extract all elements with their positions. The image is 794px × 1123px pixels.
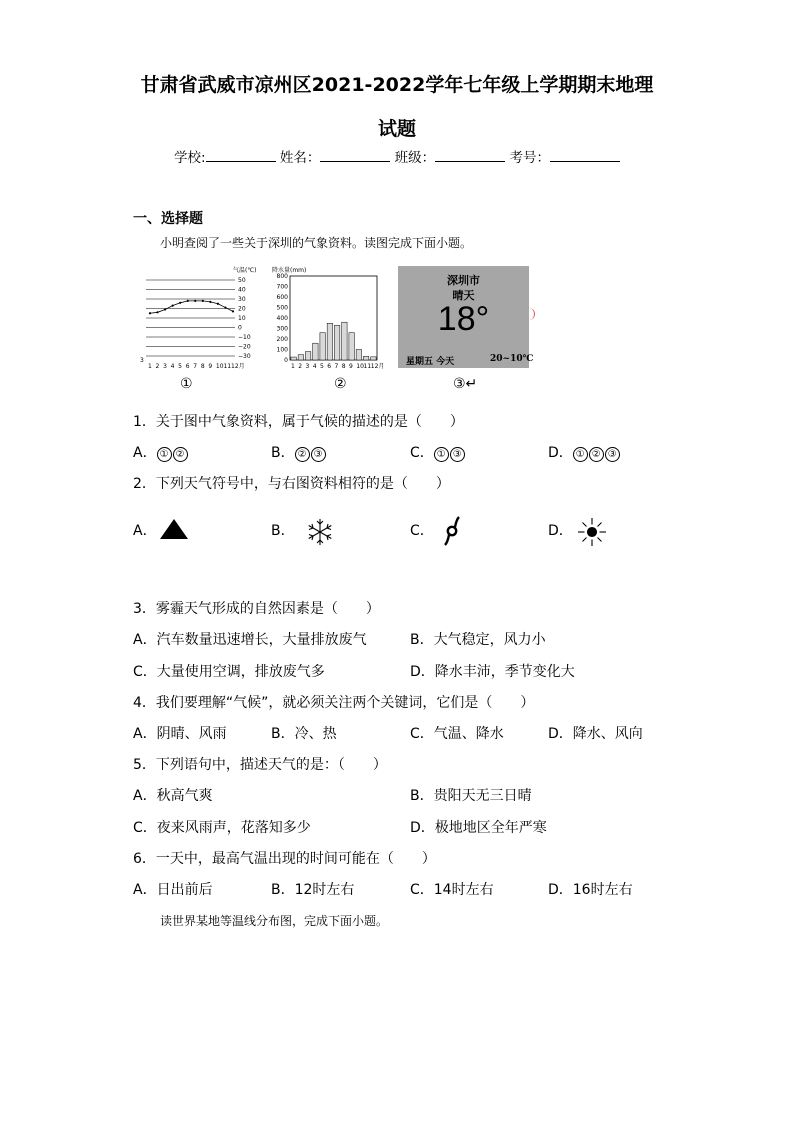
weather-condition: 晴天 (452, 289, 475, 302)
q4-option-b[interactable]: B．冷、热 (271, 726, 337, 742)
precip-y-tick: 700 (276, 283, 288, 291)
precip-bar (305, 352, 310, 360)
precip-bar (291, 357, 296, 360)
precip-y-tick: 600 (276, 294, 288, 301)
sun-icon (576, 516, 608, 548)
page-title-line2: 试题 (377, 118, 416, 140)
precip-y-tick: 400 (276, 315, 288, 322)
precip-x-tick: 1 (291, 363, 295, 370)
student-info-line (0, 146, 794, 166)
triangle-icon (159, 518, 189, 540)
precip-y-tick: 500 (276, 304, 288, 312)
temp-x-tick: 8 (200, 363, 205, 370)
q1-option-c[interactable]: C． ① ③ (410, 442, 466, 462)
school-blank[interactable] (206, 149, 276, 162)
q5-option-b[interactable]: B．贵阳天无三日晴 (410, 788, 532, 804)
temp-axis-title: 气温(℃) (233, 267, 257, 274)
temp-y-tick: −20 (238, 343, 251, 351)
name-blank[interactable] (320, 149, 390, 162)
q2-option-a[interactable]: A． (133, 523, 157, 539)
temp-x-tick: 7 (193, 363, 198, 370)
temp-point (187, 300, 189, 302)
q1-option-d[interactable]: D． ① ② ③ (548, 442, 621, 462)
temp-point (217, 303, 219, 305)
question-4-stem: 4．我们要理解“气候”，就必须关注两个关键词，它们是（ ） (133, 695, 535, 711)
precip-bar (327, 323, 332, 360)
temp-y-tick: −10 (238, 334, 251, 341)
precip-bar (342, 322, 347, 360)
q3-option-d[interactable]: D．降水丰沛，季节变化大 (410, 664, 575, 680)
temp-point (194, 300, 196, 302)
q1-option-b[interactable]: B． ② ③ (271, 442, 327, 462)
precip-bar (356, 350, 361, 361)
q6-option-d[interactable]: D．16时左右 (548, 882, 633, 898)
temp-x-tick: 12月 (231, 363, 245, 370)
section-heading: 一、选择题 (133, 211, 203, 227)
q2-option-c[interactable]: C． (410, 523, 434, 539)
temp-point (149, 312, 151, 314)
figure3-label: ③↵ (453, 376, 478, 392)
q4-option-c[interactable]: C．气温、降水 (410, 726, 504, 742)
precip-bar (349, 333, 354, 360)
precip-x-tick: 4 (312, 363, 317, 370)
class-blank[interactable] (435, 149, 505, 162)
temp-y-tick: 20 (238, 305, 246, 313)
temp-y-tick: 0 (238, 324, 242, 332)
temp-x-tick: 4 (170, 363, 175, 370)
temp-x-tick: 6 (185, 363, 190, 370)
intro-text: 小明查阅了一些关于深圳的气象资料。读图完成下面小题。 (160, 236, 473, 250)
temp-y-tick: 30 (238, 296, 246, 303)
q6-option-b[interactable]: B．12时左右 (271, 882, 355, 898)
q5-option-d[interactable]: D．极地地区全年严寒 (410, 820, 547, 836)
id-label: 考号： (509, 150, 550, 166)
precip-x-tick: 10 (356, 363, 364, 370)
q1-option-a[interactable]: A． ① ② (133, 442, 189, 462)
temp-x-tick: 10 (215, 363, 224, 370)
temp-y-tick: 40 (238, 286, 246, 294)
q3-option-b[interactable]: B．大气稳定，风力小 (410, 632, 546, 648)
temp-point (232, 310, 234, 312)
precip-x-tick: 8 (341, 363, 346, 370)
q3-option-a[interactable]: A．汽车数量迅速增长，大量排放废气 (133, 632, 367, 648)
question-6-stem: 6．一天中，最高气温出现的时间可能在（ ） (133, 851, 436, 867)
weather-city: 深圳市 (447, 274, 480, 287)
precip-bar (363, 356, 368, 360)
temp-left-mark: 3 (140, 357, 144, 364)
temp-y-tick: −30 (238, 353, 251, 360)
temp-point (172, 305, 174, 307)
temp-x-tick: 5 (178, 363, 183, 370)
temp-x-tick: 3 (163, 363, 167, 370)
precip-x-tick: 2 (298, 363, 303, 370)
temp-x-tick: 9 (208, 363, 213, 370)
temp-series-line (150, 301, 233, 313)
precip-bar (371, 357, 376, 360)
temp-x-tick: 11 (223, 363, 232, 370)
temp-x-tick: 1 (148, 363, 152, 370)
precip-bar (298, 355, 303, 360)
name-label: 姓名： (279, 150, 321, 166)
precip-x-tick: 7 (334, 363, 339, 370)
snowflake-icon (305, 517, 335, 547)
q6-option-c[interactable]: C．14时左右 (410, 882, 494, 898)
q5-option-c[interactable]: C．夜来风雨声，花落知多少 (133, 820, 311, 836)
q6-option-a[interactable]: A．日出前后 (133, 882, 213, 898)
question-5-stem: 5．下列语句中，描述天气的是：（ ） (133, 757, 387, 773)
edge-mark (529, 308, 535, 320)
precip-x-tick: 11 (363, 363, 372, 370)
precip-x-tick: 12月 (370, 363, 385, 370)
precip-bar (320, 333, 325, 360)
temp-point (164, 308, 166, 310)
temp-x-tick: 2 (155, 363, 160, 370)
q5-option-a[interactable]: A．秋高气爽 (133, 788, 213, 804)
precip-x-tick: 5 (320, 363, 324, 370)
precip-y-tick: 300 (276, 325, 288, 333)
precip-bar (334, 325, 339, 360)
q3-option-c[interactable]: C．大量使用空调，排放废气多 (133, 664, 325, 680)
question-1-stem: 1．关于图中气象资料，属于气候的描述的是（ ） (133, 414, 464, 430)
temp-point (224, 306, 226, 308)
figure2-label: ② (334, 376, 347, 392)
school-label: 学校: (174, 150, 206, 166)
precip-y-tick: 0 (284, 357, 288, 364)
precip-y-tick: 800 (276, 273, 288, 280)
id-blank[interactable] (550, 149, 620, 162)
temp-y-tick: 50 (238, 277, 246, 284)
weather-card (398, 266, 534, 368)
precip-y-tick: 100 (276, 346, 288, 354)
temp-y-tick: 10 (238, 315, 246, 322)
precip-x-tick: 6 (327, 363, 332, 370)
precip-x-tick: 3 (305, 363, 310, 370)
q2-option-d[interactable]: D． (548, 523, 573, 539)
weather-temp: 18° (437, 300, 490, 338)
class-label: 班级： (394, 150, 436, 166)
weather-day: 星期五 今天 (406, 357, 455, 367)
precipitation-chart (270, 264, 385, 372)
temperature-chart (138, 264, 266, 372)
temp-point (156, 311, 158, 313)
precip-frame (290, 276, 377, 360)
weather-range: 20~10℃ (490, 354, 534, 364)
q4-option-d[interactable]: D．降水、风向 (548, 726, 643, 742)
question-2-stem: 2．下列天气符号中，与右图资料相符的是（ ） (133, 476, 450, 492)
page-title: 甘肃省武威市凉州区2021-2022学年七年级上学期期末地理 (140, 74, 654, 96)
q2-option-b[interactable]: B． (271, 523, 295, 539)
temp-point (202, 300, 204, 302)
question-3-stem: 3．雾霾天气形成的自然因素是（ ） (133, 601, 380, 617)
figure1-label: ① (180, 376, 193, 392)
precip-y-tick: 200 (276, 336, 288, 343)
temp-point (179, 302, 181, 304)
intro-text-2: 读世界某地等温线分布图，完成下面小题。 (160, 914, 389, 928)
q4-option-a[interactable]: A．阴晴、风雨 (133, 726, 227, 742)
precip-bar (313, 343, 318, 360)
typhoon-icon (443, 516, 461, 546)
precip-axis-title: 降水量(mm) (272, 267, 307, 274)
precip-x-tick: 9 (349, 363, 353, 370)
temp-point (209, 301, 211, 303)
